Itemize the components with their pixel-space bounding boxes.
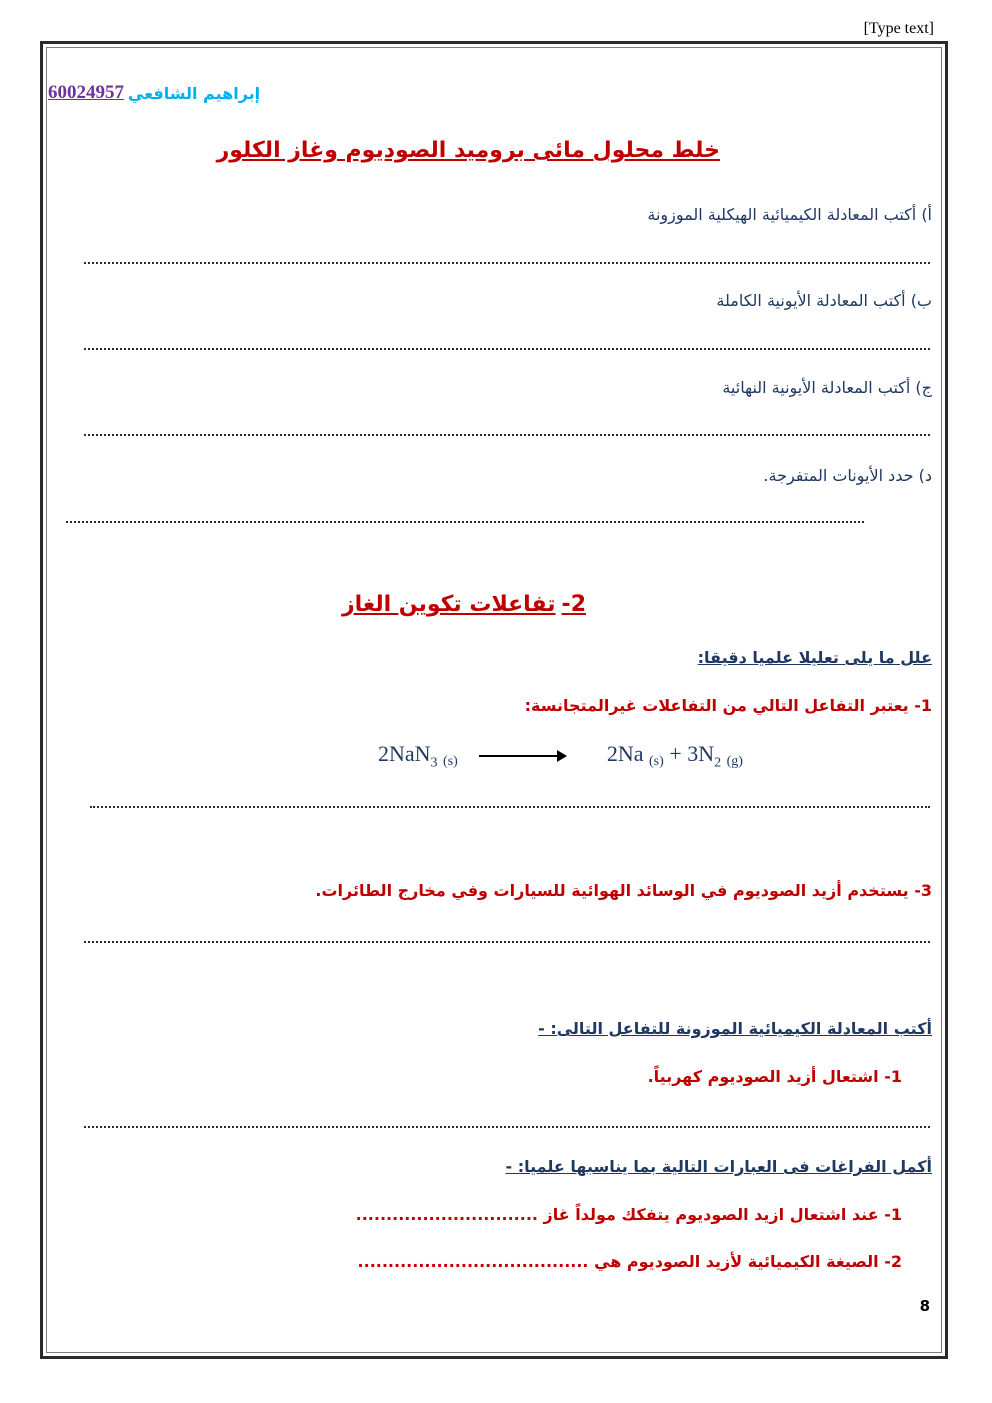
- answer-line-b[interactable]: [84, 348, 930, 350]
- answer-line-balanced[interactable]: [84, 1126, 930, 1128]
- balanced-item-1-text: اشتعال أزيد الصوديوم كهربياً.: [647, 1067, 879, 1086]
- question-d: د) حدد الأيونات المتفرجة.: [763, 466, 932, 485]
- answer-line-d[interactable]: [66, 521, 864, 523]
- balanced-heading: أكتب المعادلة الكيميائية الموزونة للتفاعل التالى: -: [538, 1019, 932, 1038]
- explain-item-3-number: 3-: [914, 881, 932, 900]
- balanced-item-1-number: 1-: [884, 1067, 902, 1086]
- fill-heading: أكمل الفراغات فى العبارات التالية بما يناسبها علميا: -: [505, 1157, 932, 1176]
- explain-item-3-text: يستخدم أزيد الصوديوم في الوسائد الهوائية للسيارات وفي مخارج الطائرات.: [315, 881, 909, 900]
- section-2-heading: تفاعلات تكوين الغاز: [341, 592, 556, 617]
- fill-item-1-text[interactable]: عند اشتعال ازيد الصوديوم يتفكك مولداً غاز ..............................: [355, 1205, 879, 1224]
- eq-reactant-state: (s): [443, 754, 458, 769]
- balanced-item-1: [648, 1067, 902, 1086]
- eq-product-1-state: (s): [648, 754, 664, 769]
- answer-line-item-1[interactable]: [90, 806, 930, 808]
- fill-item-1-number: 1-: [884, 1205, 902, 1224]
- fill-item-2-text[interactable]: الصيغة الكيميائية لأزيد الصوديوم هي ......................................: [357, 1252, 879, 1271]
- answer-line-c[interactable]: [84, 434, 930, 436]
- explain-item-1-text: يعتبر التفاعل التالي من التفاعلات غيرالمتجانسة:: [524, 696, 909, 715]
- eq-product-2: 3N: [687, 741, 715, 766]
- question-a: أ) أكتب المعادلة الكيميائية الهيكلية الموزونة: [647, 205, 932, 224]
- fill-item-2-number: 2-: [884, 1252, 902, 1271]
- author-logo: [48, 82, 260, 104]
- eq-reactant-sub: 3: [430, 755, 438, 771]
- section-2-number: 2-: [561, 592, 586, 617]
- chemical-equation: [378, 741, 743, 771]
- eq-reactant: 2NaN: [378, 741, 431, 766]
- answer-line-a[interactable]: [84, 262, 930, 264]
- eq-product-2-sub: 2: [714, 755, 722, 771]
- reaction-arrow-icon: [479, 755, 565, 757]
- header-type-text: [Type text]: [863, 20, 934, 37]
- page-title: خلط محلول مائى بروميد الصوديوم وغاز الكلور: [216, 138, 720, 163]
- author-phone: 60024957: [48, 82, 124, 103]
- fill-item-1: [356, 1205, 902, 1224]
- question-c: ج) أكتب المعادلة الأيونية النهائية: [722, 378, 932, 397]
- eq-plus: +: [669, 741, 682, 766]
- question-b: ب) أكتب المعادلة الأيونية الكاملة: [716, 291, 932, 310]
- page-number: 8: [919, 1297, 930, 1315]
- eq-product-1: 2Na: [606, 741, 644, 766]
- fill-item-2: [358, 1252, 902, 1271]
- explain-heading: علل ما يلى تعليلا علميا دقيقا:: [697, 648, 932, 667]
- explain-item-1: [525, 696, 932, 715]
- eq-product-2-state: (g): [726, 754, 743, 769]
- author-name: إبراهيم الشافعي: [128, 83, 261, 103]
- section-2-title: [342, 592, 586, 617]
- explain-item-1-number: 1-: [914, 696, 932, 715]
- explain-item-3: [315, 881, 932, 900]
- answer-line-item-3[interactable]: [84, 941, 930, 943]
